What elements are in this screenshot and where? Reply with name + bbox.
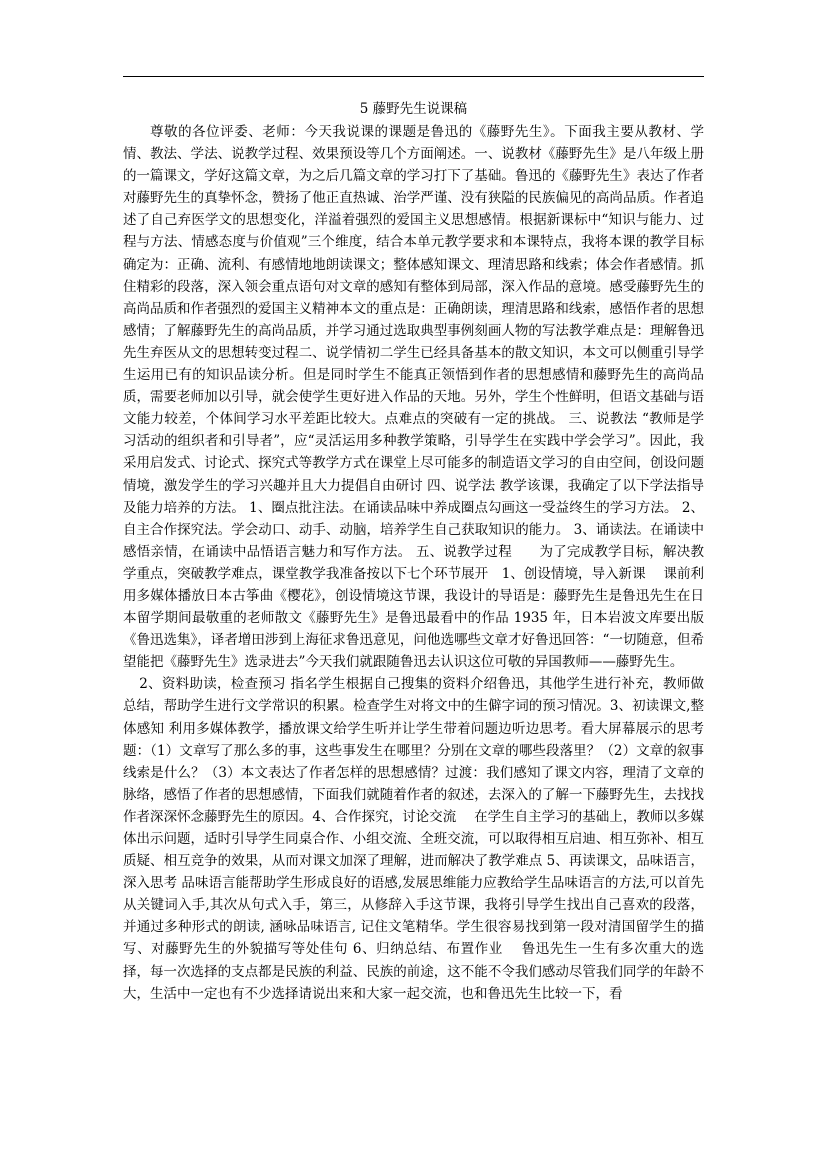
paragraph-2: 2、资料助读，检查预习 指名学生根据自己搜集的资料介绍鲁迅，其他学生进行补充，教师做总结，帮助学生进行文学常识的积累。检查学生对将文中的生僻字词的预习情况。3、初读课文,整体感知 利用多媒体教学，播放课文给学生听并让学生带着问题边听边思考。看大屏幕展示的思考题：（1）文章写了那么多的事，这些事发生在哪里？分别在文章的哪些段落里？（2）文章的叙事线索是什么？（3）本文表达了作者怎样的思想感情？过渡：我们感知了课文内容，理清了文章的脉络，感悟了作者的思想感情，下面我们就随着作者的叙述，去深入的了解一下藤野先生，去找找作者深深怀念藤野先生的原因。4、合作探究，讨论交流 在学生自主学习的基础上，教师以多媒体出示问题，适时引导学生同桌合作、小组交流、全班交流，可以取得相互启迪、相互弥补、相互质疑、相互竞争的效果，从而对课文加深了理解，进而解决了教学难点 5、再读课文，品味语言，深入思考 品味语言能帮助学生形成良好的语感,发展思维能力应教给学生品味语言的方法,可以首先从关键词入手,其次从句式入手，第三，从修辞入手这节课，我将引导学生找出自己喜欢的段落，并通过多种形式的朗读, 涵咏品味语言, 记住文笔精华。学生很容易找到第一段对清国留学生的描写、对藤野先生的外貌描写等处佳句 6、归纳总结、布置作业 鲁迅先生一生有多次重大的选择，每一次选择的支点都是民族的利益、民族的前途，这不能不令我们感动尽管我们同学的年龄不大，生活中一定也有不少选择请说出来和大家一起交流，也和鲁迅先生比较一下，看 xyxy=(123,676,704,1002)
header-rule xyxy=(123,76,704,77)
document-body xyxy=(123,121,704,1005)
document-title: 5 藤野先生说课稿 xyxy=(359,101,468,117)
paragraph-1: 尊敬的各位评委、老师：今天我说课的课题是鲁迅的《藤野先生》。下面我主要从教材、学情、教法、学法、说教学过程、效果预设等几个方面阐述。一、说教材《藤野先生》是八年级上册的一篇课文，学好这篇文章，为之后几篇文章的学习打下了基础。鲁迅的《藤野先生》表达了作者对藤野先生的真挚怀念，赞扬了他正直热诚、治学严谨、没有狭隘的民族偏见的高尚品质。作者追述了自己弃医学文的思想变化，洋溢着强烈的爱国主义思想感情。根据新课标中“知识与能力、过程与方法、情感态度与价值观”三个维度，结合本单元教学要求和本课特点，我将本课的教学目标确定为：正确、流利、有感情地地朗读课文；整体感知课文、理清思路和线索；体会作者感情。抓住精彩的段落，深入领会重点语句对文章的感知有整体到局部，深入作品的意境。感受藤野先生的高尚品质和作者强烈的爱国主义精神本文的重点是：正确朗读，理清思路和线索，感悟作者的思想感情；了解藤野先生的高尚品质，并学习通过选取典型事例刻画人物的写法教学难点是：理解鲁迅先生弃医从文的思想转变过程二、说学情初二学生已经具备基本的散文知识，本文可以侧重引导学生运用已有的知识品读分析。但是同时学生不能真正领悟到作者的思想感情和藤野先生的高尚品质，需要老师加以引导，就会使学生更好进入作品的天地。另外，学生个性鲜明，但语文基础与语文能力较差，个体间学习水平差距比较大。点难点的突破有一定的挑战。 三、说教法 “教师是学习活动的组织者和引导者”，应“灵活运用多种教学策略，引导学生在实践中学会学习”。因此，我采用启发式、讨论式、探究式等教学方式在课堂上尽可能多的制造语文学习的自由空间，创设问题情境，激发学生的学习兴趣并且大力提倡自由研讨 四、说学法 教学该课，我确定了以下学法指导及能力培养的方法。 1、圈点批注法。在诵读品味中养成圈点勾画这一受益终生的学习方法。 2、自主合作探究法。学会动口、动手、动脑，培养学生自己获取知识的能力。 3、诵读法。在诵读中感悟亲情，在诵读中品悟语言魅力和写作方法。 五、说教学过程 为了完成教学目标，解决教学重点，突破教学难点，课堂教学我准备按以下七个环节展开 1、创设情境，导入新课 课前利用多媒体播放日本古筝曲《樱花》，创设情境这节课，我设计的导语是：藤野先生是鲁迅先生在日本留学期间最敬重的老师散文《藤野先生》是鲁迅最看中的作品 1935 年，日本岩波文库要出版《鲁迅选集》，译者增田涉到上海征求鲁迅意见，问他选哪些文章才好鲁迅回答：“一切随意，但希望能把《藤野先生》选录进去”今天我们就跟随鲁迅去认识这位可敬的异国教师——藤野先生。 xyxy=(123,124,704,671)
